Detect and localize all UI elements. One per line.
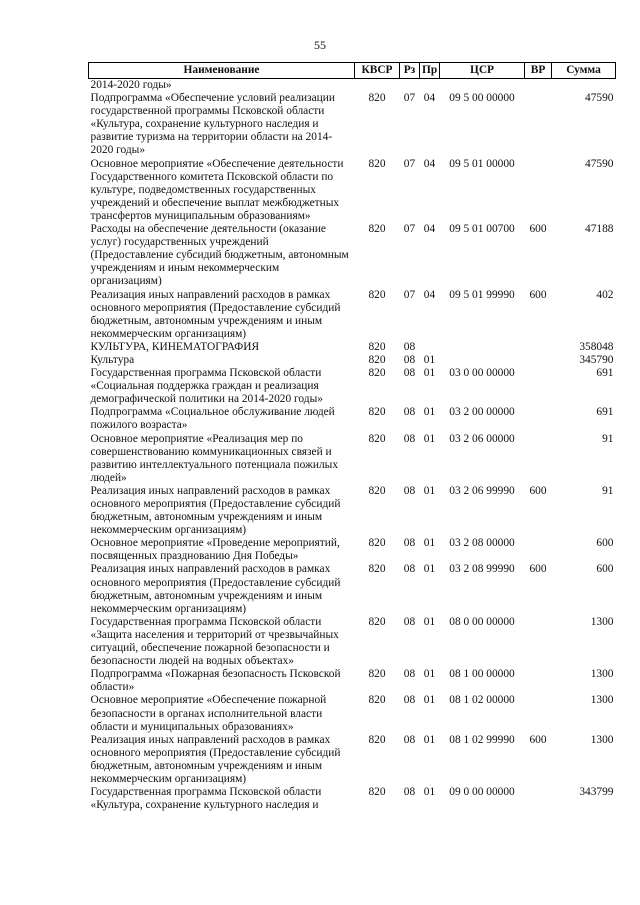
row-rz: 08 xyxy=(403,367,416,380)
row-vr xyxy=(525,367,552,406)
row-name: Государственная программа Псковской области «Защита населения и территорий от чрезвычайных ситуаций, обеспечение пожарной безопасности и безопасности людей на водных объектах» xyxy=(90,615,339,668)
row-vr xyxy=(525,668,552,694)
row-rz: 07 xyxy=(403,157,416,170)
row-sum: 91 xyxy=(602,484,614,497)
table-row xyxy=(89,341,616,354)
row-pr: 04 xyxy=(423,157,436,170)
row-vr xyxy=(525,354,552,367)
row-kvsr: 820 xyxy=(368,786,386,799)
table-row xyxy=(89,158,616,223)
row-rz: 08 xyxy=(403,786,416,799)
row-rz: 08 xyxy=(403,484,416,497)
row-sum: 600 xyxy=(596,563,614,576)
row-vr: 600 xyxy=(529,563,547,576)
row-name: Основное мероприятие «Обеспечение деятельности Государственного комитета Псковской области по культуре, подведомственных государственных учреждений и обеспечение выплат межбюджетных трансфертов муниципальным образованиям» xyxy=(90,157,344,222)
row-pr: 01 xyxy=(423,615,436,628)
table-body xyxy=(89,79,616,813)
row-kvsr: 820 xyxy=(368,563,386,576)
row-csr xyxy=(440,341,525,354)
row-csr: 03 2 00 00000 xyxy=(449,406,515,419)
header-sum: Сумма xyxy=(552,63,616,79)
table-row xyxy=(89,79,616,93)
row-vr xyxy=(525,341,552,354)
row-name: Основное мероприятие «Реализация мер по совершенствованию коммуникационных связей и развитию интеллектуального потенциала пожилых людей» xyxy=(90,432,339,484)
row-csr xyxy=(440,79,525,93)
row-sum: 358048 xyxy=(579,340,614,353)
table-row xyxy=(89,223,616,288)
row-sum: 600 xyxy=(596,537,614,550)
row-name: КУЛЬТУРА, КИНЕМАТОГРАФИЯ xyxy=(90,340,260,353)
row-vr xyxy=(525,406,552,432)
row-csr: 09 5 01 00000 xyxy=(449,157,515,170)
row-vr: 600 xyxy=(529,733,547,746)
row-rz: 07 xyxy=(403,223,416,236)
row-pr: 04 xyxy=(423,223,436,236)
row-rz: 07 xyxy=(403,288,416,301)
row-sum: 47590 xyxy=(585,157,614,170)
row-vr: 600 xyxy=(529,288,547,301)
row-csr: 03 2 06 00000 xyxy=(449,432,515,445)
row-vr xyxy=(525,537,552,563)
row-kvsr: 820 xyxy=(368,432,386,445)
row-csr: 08 1 00 00000 xyxy=(449,668,515,681)
table-header xyxy=(89,63,616,79)
row-pr: 01 xyxy=(423,406,436,419)
row-vr xyxy=(525,786,552,812)
row-sum: 402 xyxy=(596,288,614,301)
row-rz: 08 xyxy=(403,406,416,419)
row-rz: 08 xyxy=(403,733,416,746)
table-row xyxy=(89,406,616,432)
row-kvsr: 820 xyxy=(368,537,386,550)
row-csr: 03 2 08 99990 xyxy=(449,563,515,576)
table-row xyxy=(89,289,616,341)
row-kvsr: 820 xyxy=(368,340,386,353)
row-name: Основное мероприятие «Обеспечение пожарной безопасности в органах исполнительной власти области и муниципальных образованиях» xyxy=(90,694,327,733)
row-sum xyxy=(552,79,616,93)
row-name: Основное мероприятие «Проведение мероприятий, посвященных празднованию Дня Победы» xyxy=(90,537,340,563)
row-pr: 01 xyxy=(423,733,436,746)
header-kvsr: КВСР xyxy=(355,63,400,79)
row-sum: 345790 xyxy=(579,353,614,366)
row-rz: 08 xyxy=(403,432,416,445)
row-kvsr: 820 xyxy=(368,694,386,707)
row-name: 2014-2020 годы» xyxy=(90,79,172,91)
header-vr: ВР xyxy=(525,63,552,79)
row-vr xyxy=(525,79,552,93)
row-pr: 01 xyxy=(423,537,436,550)
row-kvsr xyxy=(355,79,400,93)
row-name: Реализация иных направлений расходов в рамках основного мероприятия (Предоставление субсидий бюджетным, автономным учреждениям и иным некоммерческим организациям) xyxy=(90,733,341,785)
row-sum: 691 xyxy=(596,367,614,380)
row-kvsr: 820 xyxy=(368,484,386,497)
row-pr: 01 xyxy=(423,367,436,380)
row-csr: 09 0 00 00000 xyxy=(449,786,515,799)
header-rz: Рз xyxy=(400,63,420,79)
row-sum: 47590 xyxy=(585,92,614,105)
row-name: Подпрограмма «Социальное обслуживание людей пожилого возраста» xyxy=(90,406,335,432)
row-csr: 09 5 01 99990 xyxy=(449,288,515,301)
row-sum: 1300 xyxy=(590,615,614,628)
row-vr xyxy=(525,616,552,668)
table-row xyxy=(89,537,616,563)
row-pr: 01 xyxy=(423,484,436,497)
row-rz: 08 xyxy=(403,353,416,366)
row-sum: 1300 xyxy=(590,694,614,707)
row-sum: 691 xyxy=(596,406,614,419)
row-name: Культура xyxy=(90,353,135,366)
row-kvsr: 820 xyxy=(368,615,386,628)
table-row xyxy=(89,433,616,485)
row-kvsr: 820 xyxy=(368,353,386,366)
table-row xyxy=(89,563,616,615)
row-rz: 08 xyxy=(403,694,416,707)
table-row xyxy=(89,734,616,786)
row-name: Подпрограмма «Обеспечение условий реализации государственной программы Псковской области «Культура, сохранение культурного наследия и развитие туризма на территории области на 2014-2020 годы» xyxy=(90,92,335,157)
table-row xyxy=(89,694,616,733)
row-sum: 1300 xyxy=(590,668,614,681)
row-kvsr: 820 xyxy=(368,406,386,419)
row-pr xyxy=(420,79,440,93)
row-kvsr: 820 xyxy=(368,288,386,301)
row-kvsr: 820 xyxy=(368,668,386,681)
row-name: Государственная программа Псковской области «Культура, сохранение культурного наследия и xyxy=(90,786,322,812)
row-rz: 08 xyxy=(403,340,416,353)
row-csr xyxy=(440,354,525,367)
row-name: Государственная программа Псковской области «Социальная поддержка граждан и реализация демографической политики на 2014-2020 годы» xyxy=(90,367,323,406)
row-vr: 600 xyxy=(529,484,547,497)
table-row xyxy=(89,786,616,812)
budget-table xyxy=(88,62,616,812)
row-name: Реализация иных направлений расходов в рамках основного мероприятия (Предоставление субсидий бюджетным, автономным учреждениям и иным некоммерческим организациям) xyxy=(90,484,341,537)
row-vr xyxy=(525,694,552,733)
row-pr xyxy=(420,341,440,354)
row-pr: 01 xyxy=(423,432,436,445)
row-vr xyxy=(525,92,552,157)
row-csr: 09 5 00 00000 xyxy=(449,92,515,105)
header-name: Наименование xyxy=(89,63,355,79)
table-row xyxy=(89,668,616,694)
row-csr: 08 0 00 00000 xyxy=(449,615,515,628)
row-name: Реализация иных направлений расходов в рамках основного мероприятия (Предоставление субсидий бюджетным, автономным учреждениям и иным некоммерческим организациям) xyxy=(90,563,341,615)
row-rz: 07 xyxy=(403,92,416,105)
row-kvsr: 820 xyxy=(368,367,386,380)
row-rz: 08 xyxy=(403,615,416,628)
row-pr: 04 xyxy=(423,92,436,105)
row-vr xyxy=(525,433,552,485)
page-number: 55 xyxy=(314,38,326,52)
row-kvsr: 820 xyxy=(368,223,386,236)
row-vr xyxy=(525,158,552,223)
table-row xyxy=(89,354,616,367)
table-row xyxy=(89,367,616,406)
row-csr: 03 2 08 00000 xyxy=(449,537,515,550)
row-csr: 03 0 00 00000 xyxy=(449,367,515,380)
row-pr: 01 xyxy=(423,563,436,576)
table-row xyxy=(89,485,616,537)
row-csr: 08 1 02 99990 xyxy=(449,733,515,746)
row-pr: 01 xyxy=(423,694,436,707)
table-row xyxy=(89,92,616,157)
row-csr: 09 5 01 00700 xyxy=(449,223,515,236)
row-sum: 1300 xyxy=(590,733,614,746)
row-kvsr: 820 xyxy=(368,92,386,105)
row-pr: 01 xyxy=(423,668,436,681)
row-csr: 03 2 06 99990 xyxy=(449,484,515,497)
table-row xyxy=(89,616,616,668)
row-csr: 08 1 02 00000 xyxy=(449,694,515,707)
row-rz: 08 xyxy=(403,537,416,550)
row-rz: 08 xyxy=(403,563,416,576)
row-rz xyxy=(400,79,420,93)
row-name: Подпрограмма «Пожарная безопасность Псковской области» xyxy=(90,668,341,694)
header-pr: Пр xyxy=(420,63,440,79)
row-pr: 01 xyxy=(423,353,436,366)
row-pr: 04 xyxy=(423,288,436,301)
row-kvsr: 820 xyxy=(368,733,386,746)
row-sum: 47188 xyxy=(585,223,614,236)
row-pr: 01 xyxy=(423,786,436,799)
row-sum: 343799 xyxy=(579,786,614,799)
row-kvsr: 820 xyxy=(368,157,386,170)
row-name: Расходы на обеспечение деятельности (оказание услуг) государственных учреждений (Предоставление субсидий бюджетным, автономным учреждениям и иным некоммерческим организациям) xyxy=(90,223,349,288)
header-csr: ЦСР xyxy=(440,63,525,79)
row-sum: 91 xyxy=(602,432,614,445)
row-name: Реализация иных направлений расходов в рамках основного мероприятия (Предоставление субсидий бюджетным, автономным учреждениям и иным некоммерческим организациям) xyxy=(90,288,341,340)
row-vr: 600 xyxy=(529,223,547,236)
row-rz: 08 xyxy=(403,668,416,681)
